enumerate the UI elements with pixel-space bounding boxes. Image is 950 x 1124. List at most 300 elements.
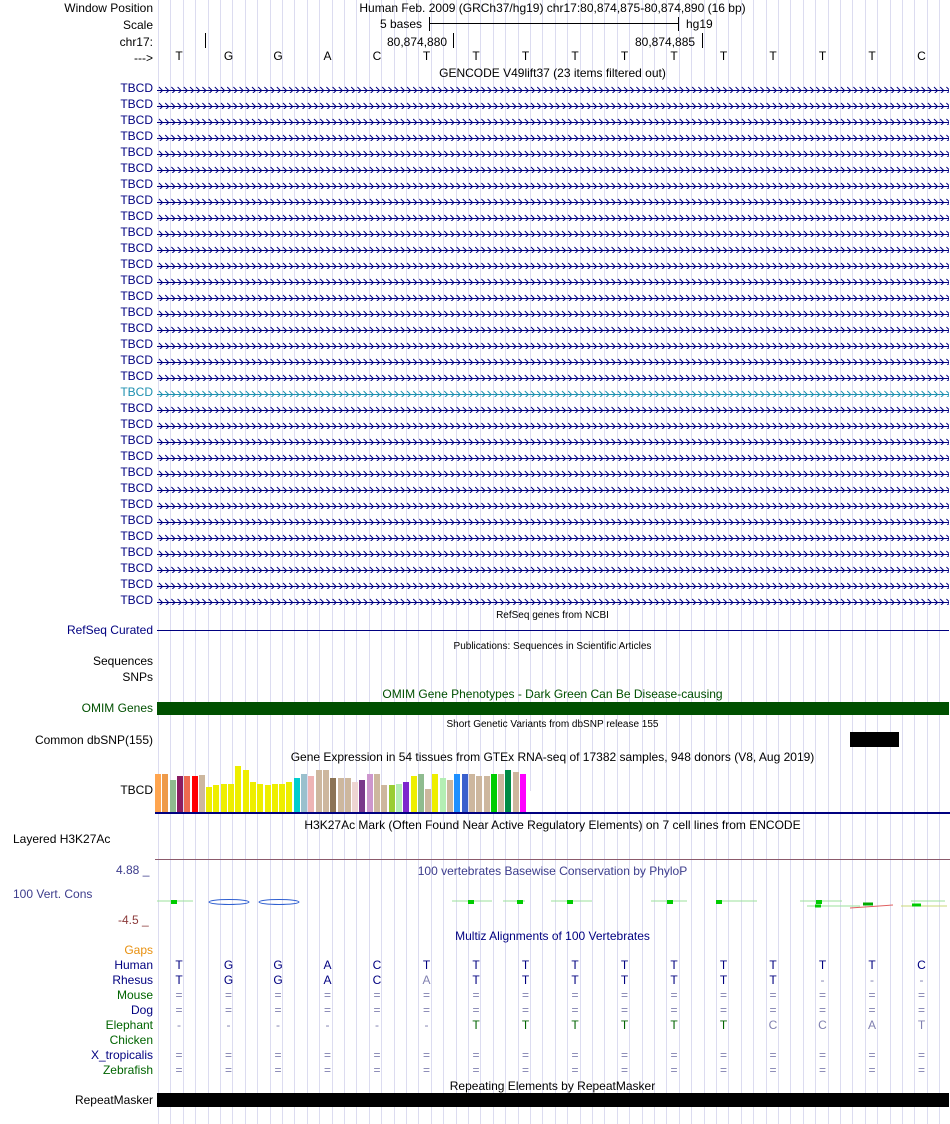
gtex-tissue-bar[interactable] — [476, 776, 482, 812]
gencode-transcript-arrows[interactable] — [157, 516, 949, 525]
gencode-transcript-label[interactable]: TBCD — [120, 273, 153, 287]
multiz-species-label[interactable]: Dog — [130, 1003, 153, 1017]
gencode-transcript-arrows[interactable] — [157, 132, 949, 141]
gencode-transcript-arrows[interactable] — [157, 116, 949, 125]
gencode-transcript-arrows[interactable] — [157, 356, 949, 365]
gtex-tissue-bar[interactable] — [257, 784, 263, 813]
gtex-title: Gene Expression in 54 tissues from GTEx RNA-seq of 17382 samples, 948 donors (V8, Aug 2019) — [290, 750, 815, 764]
multiz-base: - — [375, 1018, 379, 1032]
multiz-base: T — [521, 973, 530, 987]
multiz-base: A — [323, 958, 332, 972]
multiz-base: = — [274, 1003, 282, 1017]
gtex-tissue-bar[interactable] — [389, 785, 395, 812]
chrom-label: chr17: — [119, 35, 153, 49]
gtex-tissue-bar[interactable] — [206, 787, 212, 812]
multiz-base: T — [818, 958, 827, 972]
sequence-base: T — [521, 49, 530, 63]
multiz-base: T — [620, 973, 629, 987]
multiz-base: T — [917, 1018, 926, 1032]
sequence-base: T — [769, 49, 777, 63]
gencode-transcript-arrows[interactable] — [157, 148, 949, 157]
sequence-base: C — [917, 49, 926, 63]
multiz-base: C — [917, 958, 926, 972]
multiz-base: = — [818, 1063, 826, 1077]
gtex-tissue-bar[interactable] — [221, 784, 227, 813]
multiz-base: = — [175, 988, 183, 1002]
multiz-base: = — [719, 988, 727, 1002]
gencode-transcript-label[interactable]: TBCD — [120, 209, 153, 223]
gencode-transcript-label[interactable]: TBCD — [120, 433, 153, 447]
multiz-base: T — [620, 958, 629, 972]
multiz-base: = — [373, 1048, 381, 1062]
gtex-tissue-bar[interactable] — [330, 778, 336, 812]
multiz-base: = — [521, 988, 529, 1002]
multiz-base: = — [670, 1048, 678, 1062]
multiz-base: A — [867, 1018, 876, 1032]
gtex-tissue-bar[interactable] — [367, 774, 373, 812]
gencode-transcript-arrows[interactable] — [157, 164, 949, 173]
multiz-base: = — [175, 1003, 183, 1017]
multiz-base: - — [325, 1018, 330, 1032]
gtex-tissue-bar[interactable] — [381, 785, 387, 812]
gtex-tissue-bar[interactable] — [484, 776, 490, 812]
multiz-base: = — [274, 1048, 282, 1062]
multiz-species-label[interactable]: Mouse — [116, 988, 153, 1002]
multiz-base: T — [472, 958, 480, 972]
gencode-transcript-arrows[interactable] — [157, 500, 949, 509]
multiz-base: = — [373, 1003, 381, 1017]
multiz-species-label[interactable]: Zebrafish — [102, 1063, 153, 1077]
multiz-base: = — [769, 1003, 777, 1017]
multiz-base: = — [917, 988, 925, 1002]
multiz-base: = — [472, 1048, 480, 1062]
multiz-base: = — [224, 988, 232, 1002]
gencode-transcript-label[interactable]: TBCD — [120, 545, 153, 559]
multiz-base: = — [818, 988, 826, 1002]
gtex-tissue-bar[interactable] — [265, 785, 271, 812]
multiz-base: T — [670, 1018, 678, 1032]
gencode-transcript-label[interactable]: TBCD — [120, 289, 153, 303]
gencode-transcript-label[interactable]: TBCD — [120, 593, 153, 607]
gencode-transcript-label[interactable]: TBCD — [120, 241, 153, 255]
gtex-tissue-bar[interactable] — [403, 782, 409, 812]
gtex-tissue-bar[interactable] — [308, 776, 314, 812]
multiz-base: G — [223, 958, 234, 972]
omim-genes-label[interactable]: OMIM Genes — [81, 701, 153, 715]
scale-value: 5 bases — [380, 17, 423, 31]
multiz-base: = — [868, 988, 876, 1002]
sequence-base: T — [670, 49, 678, 63]
multiz-base: = — [571, 1003, 579, 1017]
refseq-curated-label[interactable]: RefSeq Curated — [66, 623, 153, 637]
gencode-transcript-label[interactable]: TBCD — [120, 529, 153, 543]
multiz-base: A — [323, 973, 332, 987]
sequence-base: A — [323, 49, 332, 63]
multiz-base: = — [620, 1003, 628, 1017]
gencode-transcript-label[interactable]: TBCD — [120, 193, 153, 207]
multiz-base: = — [571, 988, 579, 1002]
gencode-transcript-label[interactable]: TBCD — [120, 257, 153, 271]
gtex-tissue-bar[interactable] — [192, 776, 198, 812]
multiz-base: = — [917, 1063, 925, 1077]
multiz-species-label[interactable]: Chicken — [109, 1033, 153, 1047]
multiz-base: = — [917, 1048, 925, 1062]
gencode-title: GENCODE V49lift37 (23 items filtered out) — [439, 66, 666, 80]
gtex-tissue-bar[interactable] — [170, 780, 176, 812]
multiz-base: T — [175, 973, 183, 987]
coord-tick-0 — [205, 33, 206, 48]
multiz-base: G — [273, 973, 283, 987]
multiz-base: C — [372, 973, 382, 987]
gencode-transcript-arrows[interactable] — [157, 452, 949, 461]
gencode-transcript-label[interactable]: TBCD — [120, 465, 153, 479]
multiz-base: = — [274, 1063, 282, 1077]
multiz-base: - — [276, 1018, 280, 1032]
gtex-expression-chart[interactable] — [155, 764, 950, 812]
multiz-base: = — [868, 1003, 876, 1017]
gencode-transcript-arrows[interactable] — [157, 404, 949, 413]
gencode-transcript-arrows[interactable] — [157, 260, 949, 269]
gencode-transcript-arrows[interactable] — [157, 100, 949, 109]
dbsnp-title: Short Genetic Variants from dbSNP release 155 — [446, 719, 659, 730]
coord-tick-2 — [702, 33, 703, 48]
multiz-base: = — [620, 1048, 628, 1062]
multiz-base: = — [373, 1063, 381, 1077]
gtex-tissue-bar[interactable] — [184, 776, 190, 812]
multiz-base: = — [472, 988, 480, 1002]
gencode-transcript-label[interactable]: TBCD — [120, 497, 153, 511]
gtex-tissue-bar[interactable] — [447, 780, 453, 812]
multiz-base: = — [175, 1063, 183, 1077]
gtex-tissue-bar[interactable] — [352, 782, 358, 812]
gtex-tissue-bar[interactable] — [425, 789, 431, 812]
sequence-base: C — [372, 49, 382, 63]
multiz-base: = — [868, 1063, 876, 1077]
multiz-base: = — [818, 1048, 826, 1062]
multiz-base: T — [620, 1018, 629, 1032]
gtex-tissue-bar[interactable] — [162, 774, 168, 812]
multiz-base: = — [422, 1048, 430, 1062]
gencode-transcript-arrows[interactable] — [157, 308, 949, 317]
publications-title: Publications: Sequences in Scientific Articles — [453, 641, 652, 652]
multiz-base: T — [521, 1018, 530, 1032]
gencode-transcript-label[interactable]: TBCD — [120, 225, 153, 239]
multiz-base: = — [620, 988, 628, 1002]
gencode-transcript-arrows[interactable] — [157, 212, 949, 221]
multiz-base: T — [670, 973, 678, 987]
gencode-transcript-label[interactable]: TBCD — [120, 97, 153, 111]
gencode-transcript-label[interactable]: TBCD — [120, 81, 153, 95]
gencode-transcript-arrows[interactable] — [157, 276, 949, 285]
multiz-base: T — [422, 958, 431, 972]
multiz-base: = — [571, 1048, 579, 1062]
multiz-base: = — [323, 1048, 331, 1062]
gencode-transcript-label[interactable]: TBCD — [120, 129, 153, 143]
gencode-transcript-label[interactable]: TBCD — [120, 353, 153, 367]
multiz-base: = — [274, 988, 282, 1002]
multiz-base: = — [769, 1048, 777, 1062]
multiz-base: T — [719, 973, 728, 987]
gtex-tissue-bar[interactable] — [491, 774, 497, 812]
gencode-transcript-label[interactable]: TBCD — [120, 321, 153, 335]
multiz-base: = — [472, 1003, 480, 1017]
multiz-base: = — [769, 988, 777, 1002]
gencode-transcript-arrows[interactable] — [157, 292, 949, 301]
multiz-base: = — [422, 988, 430, 1002]
multiz-base: C — [768, 1018, 778, 1032]
gtex-tissue-bar[interactable] — [177, 776, 183, 812]
gencode-transcript-label[interactable]: TBCD — [120, 161, 153, 175]
multiz-base: T — [472, 973, 480, 987]
multiz-base: - — [226, 1018, 231, 1032]
multiz-base: = — [670, 988, 678, 1002]
sequence-base: T — [472, 49, 480, 63]
multiz-base: T — [175, 958, 183, 972]
gencode-transcript-label[interactable]: TBCD — [120, 177, 153, 191]
gtex-gene-model-line — [155, 812, 950, 814]
multiz-base: T — [571, 1018, 579, 1032]
multiz-base: T — [670, 958, 678, 972]
gencode-transcript-label[interactable]: TBCD — [120, 417, 153, 431]
window-position-value: Human Feb. 2009 (GRCh37/hg19) chr17:80,874,875-80,874,890 (16 bp) — [359, 1, 746, 15]
repeatmasker-element-bar[interactable] — [157, 1093, 949, 1107]
h3k27ac-label[interactable]: Layered H3K27Ac — [13, 832, 111, 846]
multiz-base: = — [175, 1048, 183, 1062]
gencode-transcript-arrows[interactable] — [157, 244, 949, 253]
gencode-transcript-arrows[interactable] — [157, 388, 949, 397]
conservation-title: 100 vertebrates Basewise Conservation by PhyloP — [417, 864, 688, 878]
gencode-transcript-label[interactable]: TBCD — [120, 385, 153, 399]
gencode-transcript-arrows[interactable] — [157, 580, 949, 589]
gencode-transcript-label[interactable]: TBCD — [120, 449, 153, 463]
repeatmasker-title: Repeating Elements by RepeatMasker — [449, 1079, 656, 1093]
gtex-tissue-bar[interactable] — [294, 778, 300, 812]
gtex-gene-label[interactable]: TBCD — [120, 783, 153, 797]
gtex-tissue-bar[interactable] — [498, 774, 504, 812]
gencode-transcript-arrows[interactable] — [157, 596, 949, 605]
multiz-base: = — [917, 1003, 925, 1017]
conservation-label[interactable]: 100 Vert. Cons — [13, 887, 93, 901]
multiz-base: = — [818, 1003, 826, 1017]
multiz-base: T — [719, 1018, 728, 1032]
omim-title: OMIM Gene Phenotypes - Dark Green Can Be Disease-causing — [382, 687, 723, 701]
dbsnp-label[interactable]: Common dbSNP(155) — [34, 733, 153, 747]
multiz-base: = — [719, 1003, 727, 1017]
gtex-tissue-bar[interactable] — [418, 774, 424, 812]
gtex-tissue-bar[interactable] — [411, 776, 417, 812]
multiz-base: = — [868, 1048, 876, 1062]
gencode-transcript-label[interactable]: TBCD — [120, 577, 153, 591]
strand-label: ---> — [134, 51, 153, 65]
multiz-base: = — [422, 1003, 430, 1017]
multiz-base: T — [769, 958, 777, 972]
multiz-base: = — [224, 1048, 232, 1062]
multiz-base: G — [273, 958, 283, 972]
gtex-tissue-bar[interactable] — [513, 772, 519, 812]
gencode-transcript-label[interactable]: TBCD — [120, 337, 153, 351]
multiz-species-label[interactable]: Rhesus — [112, 973, 153, 987]
scale-assembly: hg19 — [686, 17, 713, 31]
gencode-transcript-arrows[interactable] — [157, 436, 949, 445]
multiz-base: G — [223, 973, 234, 987]
multiz-base: = — [224, 1003, 232, 1017]
gencode-transcript-label[interactable]: TBCD — [120, 369, 153, 383]
gtex-tissue-bar[interactable] — [396, 784, 402, 813]
multiz-base: = — [472, 1063, 480, 1077]
multiz-base: C — [372, 958, 382, 972]
multiz-base: = — [521, 1063, 529, 1077]
gencode-transcript-label[interactable]: TBCD — [120, 401, 153, 415]
gencode-transcript-arrows[interactable] — [157, 324, 949, 333]
multiz-base: = — [323, 1003, 331, 1017]
coord-label-1: 80,874,880 — [387, 35, 448, 49]
multiz-gaps-label[interactable]: Gaps — [124, 943, 153, 957]
gencode-transcript-arrows[interactable] — [157, 548, 949, 557]
publications-snps-label[interactable]: SNPs — [122, 670, 153, 684]
gencode-transcript-arrows[interactable] — [157, 340, 949, 349]
sequence-base: T — [422, 49, 431, 63]
multiz-base: = — [719, 1063, 727, 1077]
refseq-gene-line[interactable] — [157, 630, 949, 631]
sequence-base: T — [620, 49, 629, 63]
sequence-base: T — [818, 49, 827, 63]
publications-sequences-label[interactable]: Sequences — [92, 654, 153, 668]
scale-bar — [430, 23, 678, 24]
scale-bar-right-tick — [678, 17, 679, 31]
multiz-base: T — [769, 973, 777, 987]
multiz-base: - — [870, 973, 874, 987]
sequence-base: T — [571, 49, 579, 63]
gencode-transcript-label[interactable]: TBCD — [120, 113, 153, 127]
gtex-tissue-bar[interactable] — [316, 770, 322, 812]
scale-bar-left-tick — [429, 17, 430, 31]
multiz-base: = — [521, 1003, 529, 1017]
h3k27ac-baseline — [155, 859, 950, 860]
conservation-ymax: 4.88 _ — [116, 863, 150, 877]
gtex-tissue-bar[interactable] — [199, 775, 205, 812]
multiz-base: = — [224, 1063, 232, 1077]
sequence-base: T — [719, 49, 728, 63]
gtex-tissue-bar[interactable] — [520, 774, 526, 812]
multiz-base: = — [571, 1063, 579, 1077]
gtex-tissue-bar[interactable] — [505, 770, 511, 812]
multiz-base: = — [670, 1003, 678, 1017]
gencode-transcript-label[interactable]: TBCD — [120, 481, 153, 495]
gtex-tissue-bar[interactable] — [323, 770, 329, 812]
multiz-species-label[interactable]: Human — [114, 958, 153, 972]
multiz-base: = — [323, 988, 331, 1002]
dbsnp-variant-block[interactable] — [850, 732, 899, 747]
multiz-base: T — [719, 958, 728, 972]
gtex-tissue-bar[interactable] — [155, 774, 161, 812]
gencode-transcript-arrows[interactable] — [157, 420, 949, 429]
gtex-tissue-bar[interactable] — [338, 778, 344, 812]
multiz-species-label[interactable]: Elephant — [105, 1018, 153, 1032]
gencode-transcript-label[interactable]: TBCD — [120, 305, 153, 319]
gtex-tissue-bar[interactable] — [279, 784, 285, 813]
gencode-transcript-arrows[interactable] — [157, 564, 949, 573]
gencode-transcript-arrows[interactable] — [157, 372, 949, 381]
gtex-tissue-bar[interactable] — [359, 780, 365, 812]
gencode-transcript-label[interactable]: TBCD — [120, 513, 153, 527]
scale-label: Scale — [122, 18, 153, 32]
multiz-base: - — [177, 1018, 181, 1032]
gencode-transcript-arrows[interactable] — [157, 196, 949, 205]
sequence-row — [0, 49, 950, 63]
conservation-insertion — [209, 900, 249, 905]
multiz-base: T — [571, 973, 579, 987]
coord-tick-1 — [453, 33, 454, 48]
gencode-transcript-arrows[interactable] — [157, 228, 949, 237]
gencode-transcript-arrows[interactable] — [157, 532, 949, 541]
multiz-base: = — [521, 1048, 529, 1062]
multiz-base: = — [769, 1063, 777, 1077]
h3k27ac-title: H3K27Ac Mark (Often Found Near Active Regulatory Elements) on 7 cell lines from ENCODE — [304, 818, 801, 832]
window-position-label: Window Position — [64, 1, 153, 15]
gtex-tissue-bar[interactable] — [228, 784, 234, 813]
gencode-transcript-arrows[interactable] — [157, 180, 949, 189]
gtex-tissue-bar[interactable] — [454, 774, 460, 812]
multiz-base: T — [472, 1018, 480, 1032]
multiz-base: T — [571, 958, 579, 972]
multiz-base: = — [620, 1063, 628, 1077]
conservation-insertion — [259, 900, 299, 905]
gtex-tissue-bar[interactable] — [345, 778, 351, 812]
multiz-base: - — [820, 973, 825, 987]
gtex-tissue-bar[interactable] — [235, 766, 241, 812]
omim-gene-bar[interactable] — [157, 702, 949, 715]
gtex-tissue-bar[interactable] — [301, 774, 307, 812]
sequence-base: G — [223, 49, 234, 63]
multiz-base: - — [424, 1018, 429, 1032]
gtex-tissue-bar[interactable] — [250, 782, 256, 812]
gencode-transcript-arrows[interactable] — [157, 484, 949, 493]
gtex-tissue-bar[interactable] — [462, 774, 468, 812]
gtex-tissue-bar[interactable] — [243, 770, 249, 812]
gtex-tissue-bar[interactable] — [213, 785, 219, 812]
refseq-title: RefSeq genes from NCBI — [496, 610, 609, 621]
multiz-base: T — [868, 958, 876, 972]
gencode-transcript-label[interactable]: TBCD — [120, 561, 153, 575]
sequence-base: T — [868, 49, 876, 63]
multiz-base: - — [919, 973, 924, 987]
gtex-tissue-bar[interactable] — [286, 782, 292, 812]
gtex-tissue-bar[interactable] — [272, 784, 278, 813]
multiz-base: = — [670, 1063, 678, 1077]
multiz-base: = — [719, 1048, 727, 1062]
multiz-base: = — [422, 1063, 430, 1077]
repeatmasker-label[interactable]: RepeatMasker — [74, 1093, 153, 1107]
sequence-base: T — [175, 49, 183, 63]
gtex-tissue-bar[interactable] — [440, 778, 446, 812]
gtex-tissue-bar[interactable] — [469, 774, 475, 812]
conservation-ymin: -4.5 _ — [118, 913, 149, 927]
multiz-title: Multiz Alignments of 100 Vertebrates — [455, 929, 650, 943]
gencode-transcript-label[interactable]: TBCD — [120, 145, 153, 159]
multiz-base: = — [323, 1063, 331, 1077]
gtex-tissue-bar[interactable] — [432, 774, 438, 812]
multiz-base: A — [422, 973, 431, 987]
gencode-transcript-arrows[interactable] — [157, 84, 949, 93]
gtex-tissue-bar[interactable] — [527, 791, 533, 812]
gencode-transcript-arrows[interactable] — [157, 468, 949, 477]
multiz-base: = — [373, 988, 381, 1002]
multiz-base: T — [521, 958, 530, 972]
sequence-base: G — [273, 49, 283, 63]
gtex-tissue-bar[interactable] — [374, 774, 380, 812]
conservation-plot[interactable] — [155, 880, 950, 920]
multiz-species-label[interactable]: X_tropicalis — [90, 1048, 153, 1062]
